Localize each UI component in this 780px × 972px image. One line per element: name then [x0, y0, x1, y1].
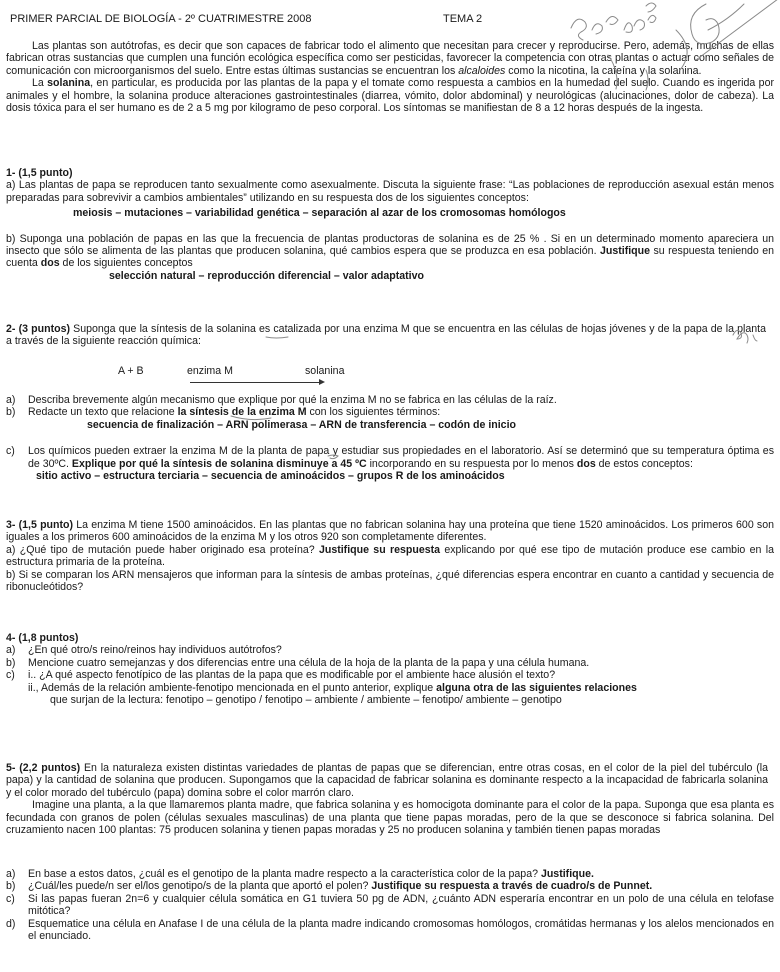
question-1-heading: 1- (1,5 punto) [6, 167, 73, 179]
exam-header [10, 13, 483, 25]
question-1a-text: a) Las plantas de papa se reproducen tanto sexualmente como asexualmente. Discuta la siguiente frase: “Las poblaciones de reproducción asexual están menos preparadas para sobrevivir a cambios ambientales” utilizando en su respuesta dos de los siguientes conceptos: [6, 179, 774, 204]
question-2a: a) Describa brevemente algún mecanismo que explique por qué la enzima M no se fabrica en las células de la raíz. [6, 394, 557, 406]
question-5-paragraph-2: Imagine una planta, a la que llamaremos planta madre, que fabrica solanina y es homocigota dominante para el color de la papa. Suponga que esa planta es fecundada con granos de polen (células sexuales masculinas) de una planta que tiene papas moradas, pero de la que se desconoce si fabrica solanina. Del cruzamiento nacen 100 plantas: 75 producen solanina y tienen papas moradas y 25 no producen solanina y también tienen papas moradas [6, 799, 774, 837]
question-2-items [6, 394, 774, 482]
question-5-paragraph-1: 5- (2,2 puntos) En la naturaleza existen distintas variedades de plantas de papas que se diferencian, entre otras cosas, en el color de la piel del tubérculo (la papa) y la cantidad de solanina que producen. Supongamos que la capacidad de fabricar solanina es dominante respecto a la incapacidad de fabricarla solanina y el color morado del tubérculo (papa) domina sobre el color marrón claro. [6, 762, 768, 799]
intro-section [6, 40, 774, 114]
question-2b: b) Redacte un texto que relacione la síntesis de la enzima M con los siguientes términos: [6, 406, 441, 419]
question-3-intro: 3- (1,5 punto) La enzima M tiene 1500 aminoácidos. En las plantas que no fabrican solanina hay una proteína que tiene 1520 aminoácidos. Los primeros 600 son iguales a los primeros 600 aminoácidos de la enzima M y los otros 920 son completamente diferentes. [6, 519, 774, 544]
question-2-intro: 2- (3 puntos) Suponga que la síntesis de la solanina es catalizada por una enzima M que se encuentra en las células de hojas jóvenes y de la papa de la planta a través de la siguiente reacción química: [6, 323, 766, 348]
question-5 [6, 762, 774, 837]
question-1a-concepts: meiosis – mutaciones – variabilidad genética – separación al azar de los cromosomas homólogos [73, 207, 566, 220]
question-2 [6, 323, 766, 348]
question-2b-concepts: secuencia de finalización – ARN polimerasa – ARN de transferencia – codón de inicio [87, 418, 516, 431]
reaction-catalyst: enzima M [187, 365, 233, 377]
question-4c-ii: ii., Además de la relación ambiente-fenotipo mencionada en el punto anterior, explique alguna otra de las siguientes relaciones que surjan de la lectura: fenotipo – genotipo / fenotipo – ambiente / ambiente – fenotipo/ ambiente – genotipo [28, 681, 637, 707]
question-3 [6, 519, 774, 593]
question-1 [6, 167, 774, 282]
reaction-product: solanina [305, 365, 345, 377]
question-2c: c) Los químicos pueden extraer la enzima M de la planta de papa y estudiar sus propiedades en el laboratorio. Así se determinó que su temperatura óptima es de 30ºC. Explique por qué la síntesis de solanina disminuye a 45 ºC incorporando en su respuesta por lo menos dos de estos conceptos: [6, 445, 774, 470]
intro-paragraph-2: La solanina, en particular, es producida por las plantas de la papa y el tomate como respuesta a cambios en la humedad del suelo. Cuando es ingerida por animales y el hombre, la solanina produce alteraciones gastrointestinales (diarrea, vómito, dolor abdominal) y neurológicas (alucinaciones, dolor de cabeza). La dosis tóxica para el ser humano es de 2 a 5 mg por kilogramo de peso corporal. Los síntomas se manifiestan de 8 a 12 horas después de la ingesta. [6, 77, 774, 115]
question-4a: a) ¿En qué otro/s reino/reinos hay individuos autótrofos? [6, 644, 282, 657]
question-4c-i: c) i.. ¿A qué aspecto fenotípico de las plantas de la papa que es modificable por el ambiente hace alusión el texto? [6, 669, 556, 682]
question-5d: d) Esquematice una célula en Anafase I de una célula de la planta madre indicando cromosomas homólogos, cromátidas hermanas y los alelos mencionados en el enunciado. [6, 917, 774, 943]
question-5a: a) En base a estos datos, ¿cuál es el genotipo de la planta madre respecto a la característica color de la papa? Justifique. [6, 868, 594, 880]
question-5c: c) Si las papas fueran 2n=6 y cualquier célula somática en G1 tuviera 50 pg de ADN, ¿cuánto ADN esperaría encontrar en un polo de una célula en telofase mitótica? [6, 892, 774, 918]
chemical-reaction [118, 365, 144, 377]
question-5b: b) ¿Cuál/les puede/n ser el/los genotipo/s de la planta que aportó el polen? Justifique su respuesta a través de cuadro/s de Punnet. [6, 880, 653, 893]
exam-title: PRIMER PARCIAL DE BIOLOGÍA - 2º CUATRIMESTRE 2008 [10, 13, 312, 25]
question-1b-text: b) Suponga una población de papas en las que la frecuencia de plantas productoras de solanina es de 25 % . Si en un determinado momento apareciera un insecto que sólo se alimenta de las plantas que producen solanina, qué cambios espera que se produzca en esa población. Justifique su respuesta teniendo en cuenta dos de los siguientes conceptos [6, 232, 774, 270]
exam-tema: TEMA 2 [443, 13, 483, 25]
question-3a: a) ¿Qué tipo de mutación puede haber originado esa proteína? Justifique su respuesta explicando por qué ese tipo de mutación produce ese cambio en la estructura primaria de la proteína. [6, 543, 774, 569]
intro-paragraph-1: Las plantas son autótrofas, es decir que son capaces de fabricar todo el alimento que necesitan para crecer y reproducirse. Pero, además, muchas de ellas fabrican otras sustancias que cumplen una función ecológica específica como ser pesticidas, favorecer la competencia con otras plantas o actuar como señales de comunicación con microorganismos del suelo. Entre estas últimas sustancias se encuentran los alcaloides como la nicotina, la cafeína y la solanina. [6, 40, 774, 77]
question-4b: b) Mencione cuatro semejanzas y dos diferencias entre una célula de la hoja de la planta de la papa y una célula humana. [6, 656, 590, 669]
question-4-heading: 4- (1,8 puntos) [6, 632, 79, 644]
reaction-arrow-icon [190, 382, 323, 383]
question-4 [6, 632, 774, 706]
question-5-items [6, 868, 774, 942]
question-1b-concepts: selección natural – reproducción diferencial – valor adaptativo [109, 269, 424, 282]
reaction-reactants: A + B [118, 365, 144, 377]
question-2c-concepts: sitio activo – estructura terciaria – secuencia de aminoácidos – grupos R de los aminoácidos [36, 470, 505, 483]
question-3b: b) Si se comparan los ARN mensajeros que informan para la síntesis de ambas proteínas, ¿qué diferencias espera encontrar en cuanto a cantidad y secuencia de ribonucleótidos? [6, 568, 774, 594]
